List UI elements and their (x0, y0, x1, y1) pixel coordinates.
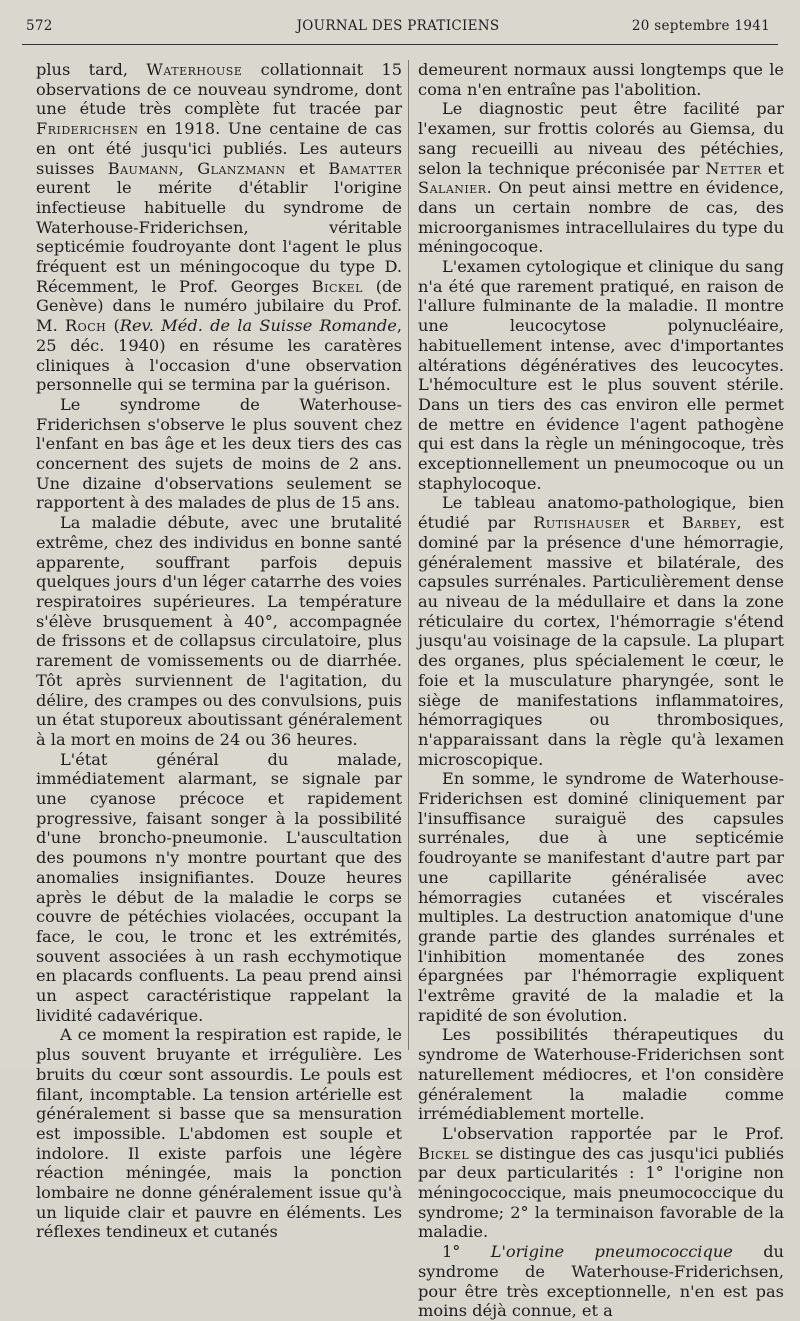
journal-reference: Rev. Méd. de la Suisse Romande (119, 316, 397, 336)
column-divider (408, 60, 409, 1050)
paragraph: Le tableau anatomo-pathologique, bien étudié par Rutishauser et Barbey, est dominé par la présence d'une hémorragie, généralement massive et bilatérale, des capsules surrénales. Particulièrement dense au niveau de la médullaire et dans la zone réticulaire du cortex, l'hémorragie s'étend jusqu'au voisinage de la capsule. La plupart des organes, plus spécialement le cœur, le foie et la musculature pharyngée, sont le siège de manifestations inflammatoires, hémorragiques ou thrombosiques, n'apparaissant dans la règle qu'à lexamen microscopique. (418, 493, 784, 769)
author-name: Barbey (682, 513, 737, 533)
author-name: Roch (64, 316, 107, 336)
paragraph: L'état général du malade, immédiatement alarmant, se signale par une cyanose précoce et rapidement progressive, faisant songer à la possibilité d'une broncho-pneumonie. L'auscultation des poumons n'y montre pourtant que des anomalies insignifiantes. Douze heures après le début de la maladie le corps se couvre de pétéchies violacées, occupant la face, le cou, le tronc et les extrémités, souvent associées à un rash ecchymotique en placards confluents. La peau prend ainsi un aspect caractéristique rappelant la lividité cadavérique. (36, 749, 402, 1025)
page-number: 572 (26, 18, 53, 34)
author-name: Baumann (107, 158, 179, 178)
paragraph: La maladie débute, avec une brutalité extrême, chez des individus en bonne santé apparente, souffrant parfois depuis quelques jours d'un léger catarrhe des voies respiratoires supérieures. La température s'élève brusquement à 40°, accompagnée de frissons et de collapsus circulatoire, plus rarement de vomissements ou de diarrhée. Tôt après surviennent de l'agitation, du délire, des crampes ou des convulsions, puis un état stuporeux aboutissant généralement à la mort en moins de 24 ou 36 heures. (36, 513, 402, 749)
paragraph: Les possibilités thérapeutiques du syndrome de Waterhouse-Friderichsen sont naturellement médiocres, et l'on considère généralement la maladie comme irrémédiablement mortelle. (418, 1025, 784, 1124)
paragraph: En somme, le syndrome de Waterhouse-Friderichsen est dominé cliniquement par l'insuffisance suraiguë des capsules surrénales, due à une septicémie foudroyante se manifestant d'autre part par une capillarite généralisée avec hémorragies cutanées et viscérales multiples. La destruction anatomique d'une grande partie des glandes surrénales et l'inhibition momentanée des zones épargnées par l'hémorragie expliquent l'extrême gravité de la maladie et la rapidité de son évolution. (418, 769, 784, 1025)
author-name: Salanier (418, 178, 487, 198)
journal-title: JOURNAL DES PRATICIENS (296, 18, 500, 34)
running-header (26, 18, 770, 40)
author-name: Bamatter (328, 158, 402, 178)
paragraph: 1° L'origine pneumococcique du syndrome de Waterhouse-Friderichsen, pour être très exceptionnelle, n'en est pas moins déjà connue, et a (418, 1242, 784, 1321)
paragraph: L'observation rapportée par le Prof. Bickel se distingue des cas jusqu'ici publiés par deux particularités : 1° l'origine non méningococcique, mais pneumococcique du syndrome; 2° la terminaison favorable de la maladie. (418, 1123, 784, 1242)
paragraph: demeurent normaux aussi longtemps que le coma n'en entraîne pas l'abolition. (418, 60, 784, 99)
author-name: Netter (705, 158, 762, 178)
author-name: Bickel (311, 276, 363, 296)
author-name: Bickel (418, 1143, 470, 1163)
author-name: Waterhouse (146, 60, 243, 79)
left-column (36, 60, 402, 1242)
paragraph: plus tard, Waterhouse collationnait 15 observations de ce nouveau syndrome, dont une étude très complète fut tracée par Friderichsen en 1918. Une centaine de cas en ont été jusqu'ici publiés. Les auteurs suisses Baumann, Glanzmann et Bamatter eurent le mérite d'établir l'origine infectieuse habituelle du syndrome de Waterhouse-Friderichsen, véritable septicémie foudroyante dont l'agent le plus fréquent est un méningocoque du type D. Récemment, le Prof. Georges Bickel (de Genève) dans le numéro jubilaire du Prof. M. Roch (Rev. Méd. de la Suisse Romande, 25 déc. 1940) en résume les caratères cliniques à l'occasion d'une observation personnelle qui se termina par la guérison. (36, 60, 402, 395)
issue-date: 20 septembre 1941 (631, 18, 770, 34)
paragraph: Le syndrome de Waterhouse-Friderichsen s'observe le plus souvent chez l'enfant en bas âge et les deux tiers des cas concernent des sujets de moins de 2 ans. Une dizaine d'observations seulement se rapportent à des malades de plus de 15 ans. (36, 394, 402, 513)
right-column (418, 60, 784, 1321)
paragraph: L'examen cytologique et clinique du sang n'a été que rarement pratiqué, en raison de l'allure fulminante de la maladie. Il montre une leucocytose polynucléaire, habituellement intense, avec d'importantes altérations dégénératives des leucocytes. L'hémoculture est le plus souvent stérile. Dans un tiers des cas environ elle permet de mettre en évidence l'agent pathogène qui est dans la règle un méningocoque, très exceptionnellement un pneumocoque ou un staphylocoque. (418, 257, 784, 493)
author-name: Friderichsen (36, 119, 139, 139)
paragraph: A ce moment la respiration est rapide, le plus souvent bruyante et irrégulière. Les bruits du cœur sont assourdis. Le pouls est filant, incomptable. La tension artérielle est généralement si basse que sa mensuration est impossible. L'abdomen est souple et indolore. Il existe parfois une légère réaction méningée, mais la ponction lombaire ne donne généralement issue qu'à un liquide clair et pauvre en éléments. Les réflexes tendineux et cutanés (36, 1025, 402, 1242)
author-name: Rutishauser (533, 513, 631, 533)
author-name: Glanzmann (197, 158, 286, 178)
paragraph: Le diagnostic peut être facilité par l'examen, sur frottis colorés au Giemsa, du sang recueilli au niveau des pétéchies, selon la technique préconisée par Netter et Salanier. On peut ainsi mettre en évidence, dans un certain nombre de cas, des microorganismes intracellulaires du type du méningocoque. (418, 99, 784, 257)
header-rule (22, 44, 778, 45)
emphasis-text: L'origine pneumococcique (490, 1242, 733, 1262)
